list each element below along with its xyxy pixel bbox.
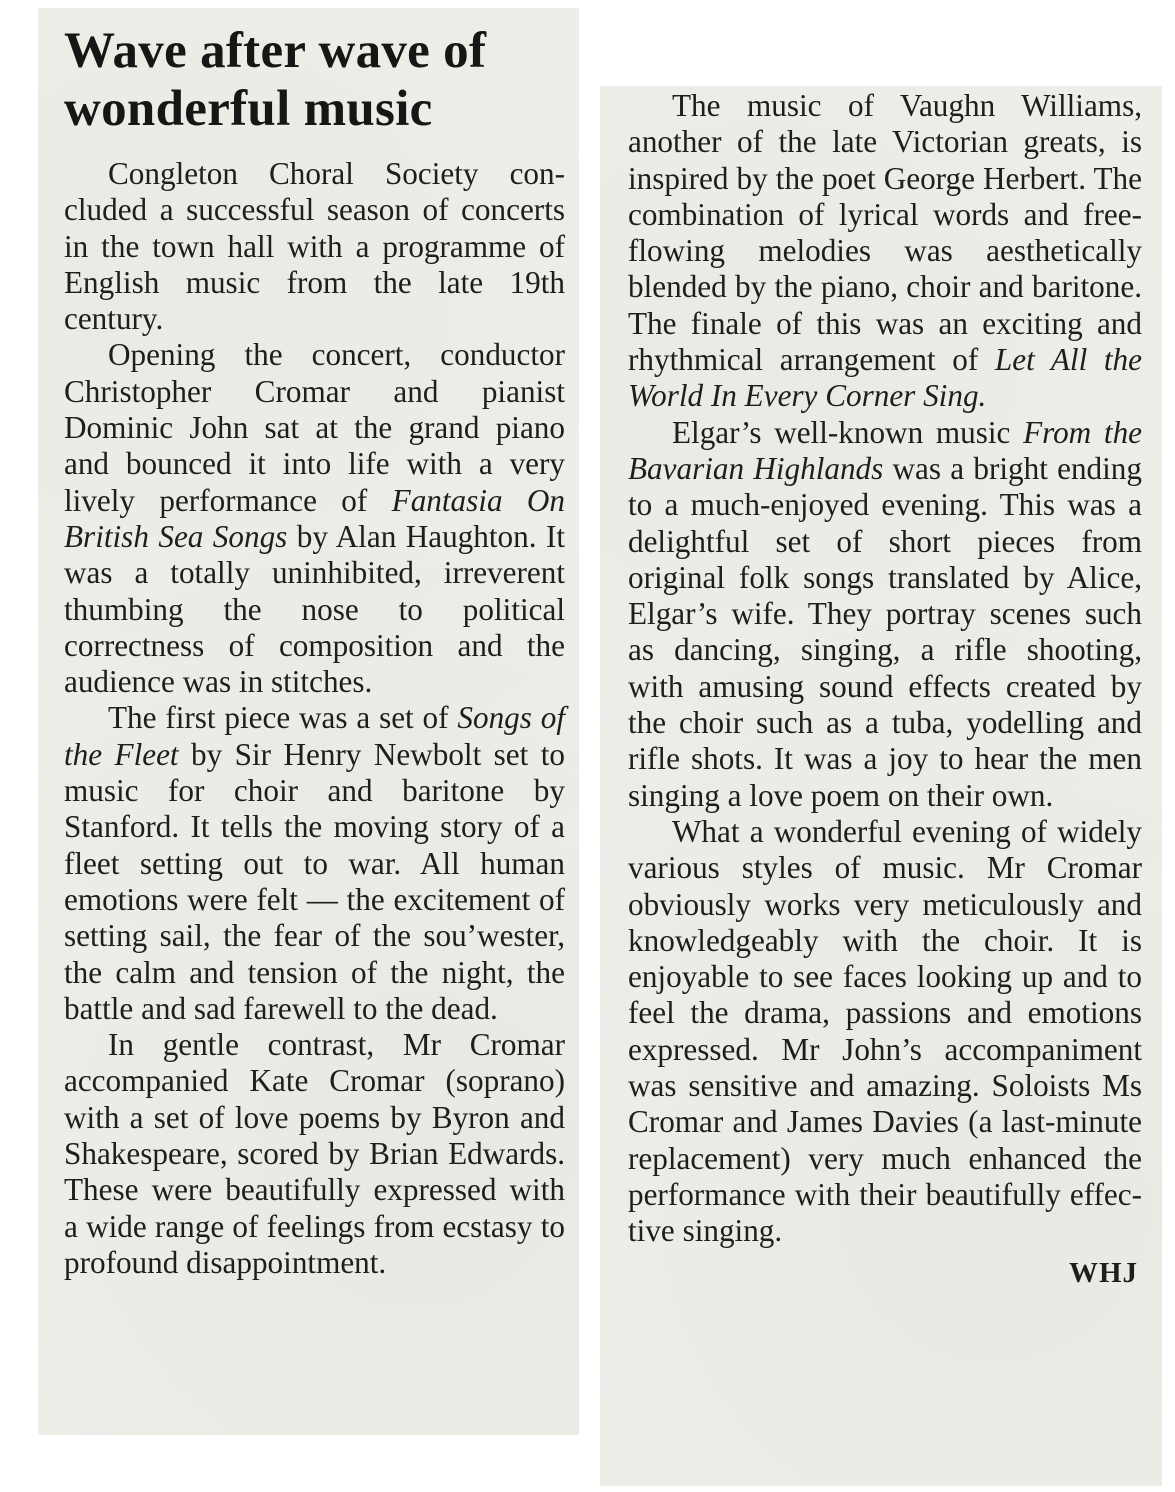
article-column-right [600,86,1162,1486]
paragraph-text: was a bright ending to a much-enjoyed evening. This was a delightful set of short pieces from original folk songs translated by Alice, Elgar’s wife. They portray scenes such as dancing, singing, a rifle shooting, with amusing sound effects created by the choir such as a tuba, yodelling and rifle shots. It was a joy to hear the men singing a love poem on their own. [628,450,1142,813]
paragraph-text: Opening the concert, conductor Christopher Cromar and pianist Dominic John sat at the grand piano and bounced it into life with a very lively performance of [64,337,565,518]
article-column-left [38,8,579,1435]
author-initials: WHJ [1068,1256,1138,1289]
paragraph-love-poems [64,1027,565,1281]
work-title-fantasia: Fantasia On British Sea Songs [64,482,566,554]
paragraph-elgar [628,415,1142,814]
paragraph-text: by Sir Henry Newbolt set to music for choir and baritone by Stanford. It tells the moving story of a fleet setting out to war. All human emotions were felt — the excitement of setting sail, the fear of the sou’wester, the calm and tension of the night, the battle and sad farewell to the dead. [64,736,565,1026]
paragraph-text: The first piece was a set of [108,700,449,736]
paragraph-conclusion [628,814,1142,1250]
paragraph-text: The music of Vaughn Williams, another of the late Victorian greats, is inspired by the poet George Herbert. The combination of lyrical words and free-flowing melodies was aesthetically blended by the piano, choir and baritone. The finale of this was an exciting and rhythmical arrangement of [628,88,1142,378]
paragraph-text: What a wonderful evening of widely various styles of music. Mr Cromar obviously works very meticulously and knowledgeably with the choir. It is enjoyable to see faces looking up and to feel the drama, passions and emotions expressed. Mr John’s accompaniment was sensitive and amazing. Soloists Ms Cromar and James Davies (a last-minute replacement) very much enhanced the performance with their beautifully effective singing. [628,813,1142,1249]
paragraph-season-summary [64,156,565,337]
work-title-songs-of-the-fleet: Songs of the Fleet [64,700,565,772]
paragraph-songs-of-the-fleet [64,700,565,1027]
paragraph-text: Congleton Choral Society concluded a successful season of concerts in the town hall with a programme of English music from the late 19th century. [64,156,565,337]
work-title-bavarian-highlands: From the Bavarian Highlands [628,414,1143,486]
article-headline: Wave after wave of wonderful music [64,23,487,137]
paragraph-text: In gentle contrast, Mr Cromar accompanied Kate Cromar (soprano) with a set of love poems by Byron and Shakespeare, scored by Brian Edwards. These were beautifully expressed with a wide range of feelings from ecstasy to profound disappointment. [64,1027,565,1280]
paragraph-text: Elgar’s well-known music [672,414,1011,450]
work-title-let-all-the-world: Let All the World In Every Corner Sing. [628,342,1142,414]
paragraph-vaughn-williams [628,88,1142,415]
paragraph-opening-concert [64,337,565,700]
paragraph-text: by Alan Haughton. It was a totally uninhibited, irreverent thumbing the nose to political correctness of composition and the audience was in stitches. [64,518,565,700]
